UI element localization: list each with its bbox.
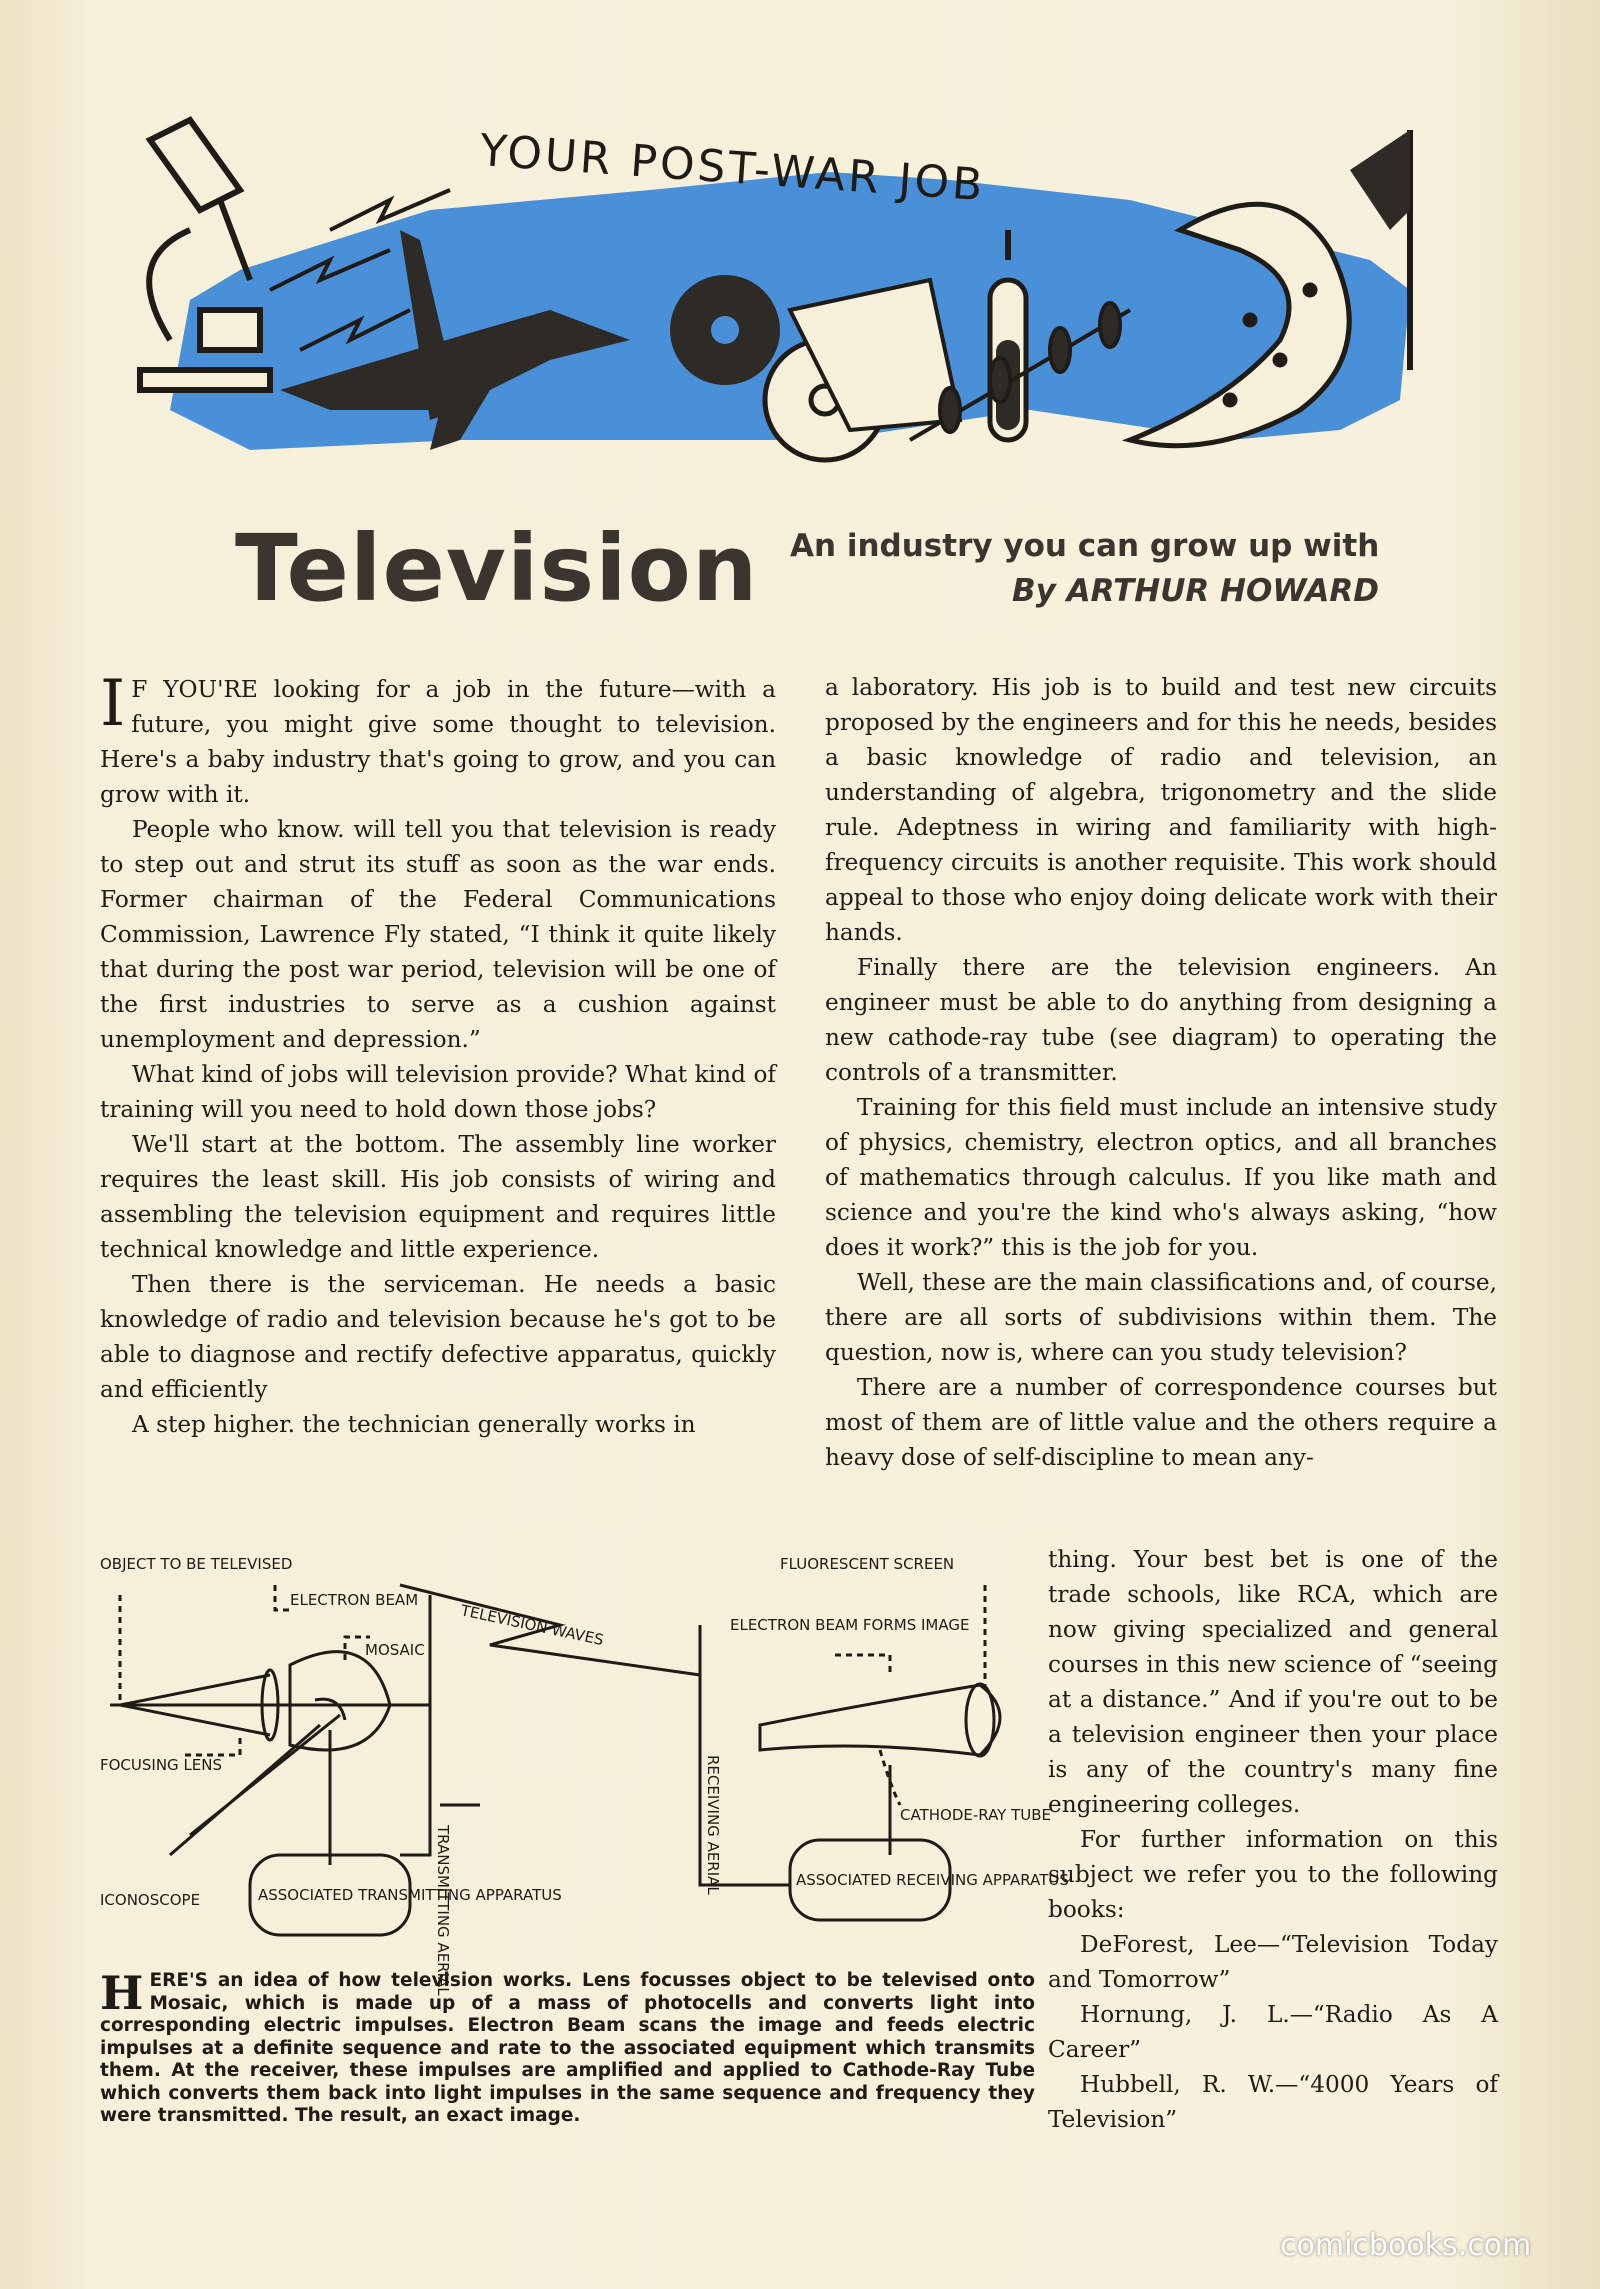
diagram-label-focusing-lens: FOCUSING LENS [100,1756,223,1774]
paragraph: There are a number of correspondence courses but most of them are of little value and the others require a heavy dose of self-discipline to mean any- [825,1374,1497,1471]
diagram-label-assoc-receiving: ASSOCIATED RECEIVING APPARATUS [796,1871,1069,1889]
diagram-caption: HERE'S an idea of how television works. Lens focusses object to be televised onto Mosaic, which is made up of a mass of photocells and converts light into corresponding electric impulses. Electron Beam scans the image and feeds electric impulses at a definite sequence and rate to the associated equipment which transmits them. At the receiver, these impulses are amplified and applied to Cathode-Ray Tube which converts them back into light impulses in the same sequence and frequency they were transmitted. The result, an exact image. [100,1966,1035,2126]
diagram-label-electron-beam-forms-image: ELECTRON BEAM FORMS IMAGE [730,1616,970,1634]
drop-cap: I [100,667,126,741]
diagram-label-assoc-transmitting: ASSOCIATED TRANSMITTING APPARATUS [258,1886,562,1904]
banner-heading: YOUR POST-WAR JOB [478,125,987,212]
bottom-right-column [1048,1542,1498,2137]
paragraph: Training for this field must include an intensive study of physics, chemistry, electron optics, and all branches of mathematics through calculus. If you like math and science and you're the kind who's always asking, “how does it work?” this is the job for you. [825,1094,1497,1261]
paragraph: People who know. will tell you that television is ready to step out and strut its stuff as soon as the war ends. Former chairman of the Federal Communications Commission, Lawrence Fly stated, “I think it quite likely that during the post war period, television will be one of the first industries to serve as a cushion against unemployment and depression.” [100,816,776,1053]
diagram-label-electron-beam: ELECTRON BEAM [290,1591,419,1609]
caption-drop-cap: H [100,1966,144,2020]
diagram-label-fluorescent-screen: FLUORESCENT SCREEN [780,1555,955,1573]
right-column [825,670,1497,1475]
diagram-label-object: OBJECT TO BE TELEVISED [100,1555,293,1573]
paragraph: Finally there are the television engineers. An engineer must be able to do anything from designing a new cathode-ray tube (see diagram) to operating the controls of a transmitter. [825,954,1497,1086]
paragraph: For further information on this subject we refer you to the following books: [1048,1826,1498,1923]
watermark: comicbooks.com [1280,2228,1532,2263]
paragraph: A step higher. the technician generally works in [132,1411,696,1438]
paragraph: thing. Your best bet is one of the trade schools, like RCA, which are now giving specialized and general courses in this new science of “seeing at a distance.” And if you're out to be a television engineer then your place is any of the country's many fine engineering colleges. [1048,1546,1498,1818]
book-reference: Hubbell, R. W.—“4000 Years of Television” [1048,2071,1498,2133]
paragraph: I F YOU'RE looking for a job in the future—with a future, you might give some thought to television. Here's a baby industry that's going to grow, and you can grow with it. [100,667,776,808]
diagram-label-mosaic: MOSAIC [365,1641,425,1659]
article-title: Television [235,515,759,622]
diagram-label-iconoscope: ICONOSCOPE [100,1891,201,1909]
diagram-label-receiving-aerial: RECEIVING AERIAL [704,1755,722,1895]
television-diagram [100,1555,1069,1996]
paragraph: We'll start at the bottom. The assembly line worker requires the least skill. His job consists of wiring and assembling the television equipment and requires little technical knowledge and little experience. [100,1131,776,1263]
book-reference: Hornung, J. L.—“Radio As A Career” [1048,2001,1498,2063]
paragraph: What kind of jobs will television provide? What kind of training will you need to hold down those jobs? [100,1061,776,1123]
book-reference: DeForest, Lee—“Television Today and Tomorrow” [1048,1931,1498,1993]
paragraph: Well, these are the main classifications and, of course, there are all sorts of subdivisions within them. The question, now is, where can you study television? [825,1269,1497,1366]
paragraph: Then there is the serviceman. He needs a basic knowledge of radio and television because he's got to be able to diagnose and rectify defective apparatus, quickly and efficiently [100,1271,776,1403]
microscope-icon [140,120,270,390]
paragraph: a laboratory. His job is to build and test new circuits proposed by the engineers and for this he needs, besides a basic knowledge of radio and television, an understanding of algebra, trigonometry and the slide rule. Adeptness in wiring and familiarity with high-frequency circuits is another requisite. This work should appeal to those who enjoy doing delicate work with their hands. [825,674,1497,946]
article-byline: By ARTHUR HOWARD [1012,573,1380,609]
diagram-label-television-waves: TELEVISION WAVES [459,1601,606,1650]
diagram-label-cathode-ray-tube: CATHODE-RAY TUBE [900,1806,1052,1824]
article-subtitle: An industry you can grow up with [790,528,1380,564]
left-column [100,667,776,1442]
diagram-label-transmitting-aerial: TRANSMITTING AERIAL [434,1825,452,1996]
